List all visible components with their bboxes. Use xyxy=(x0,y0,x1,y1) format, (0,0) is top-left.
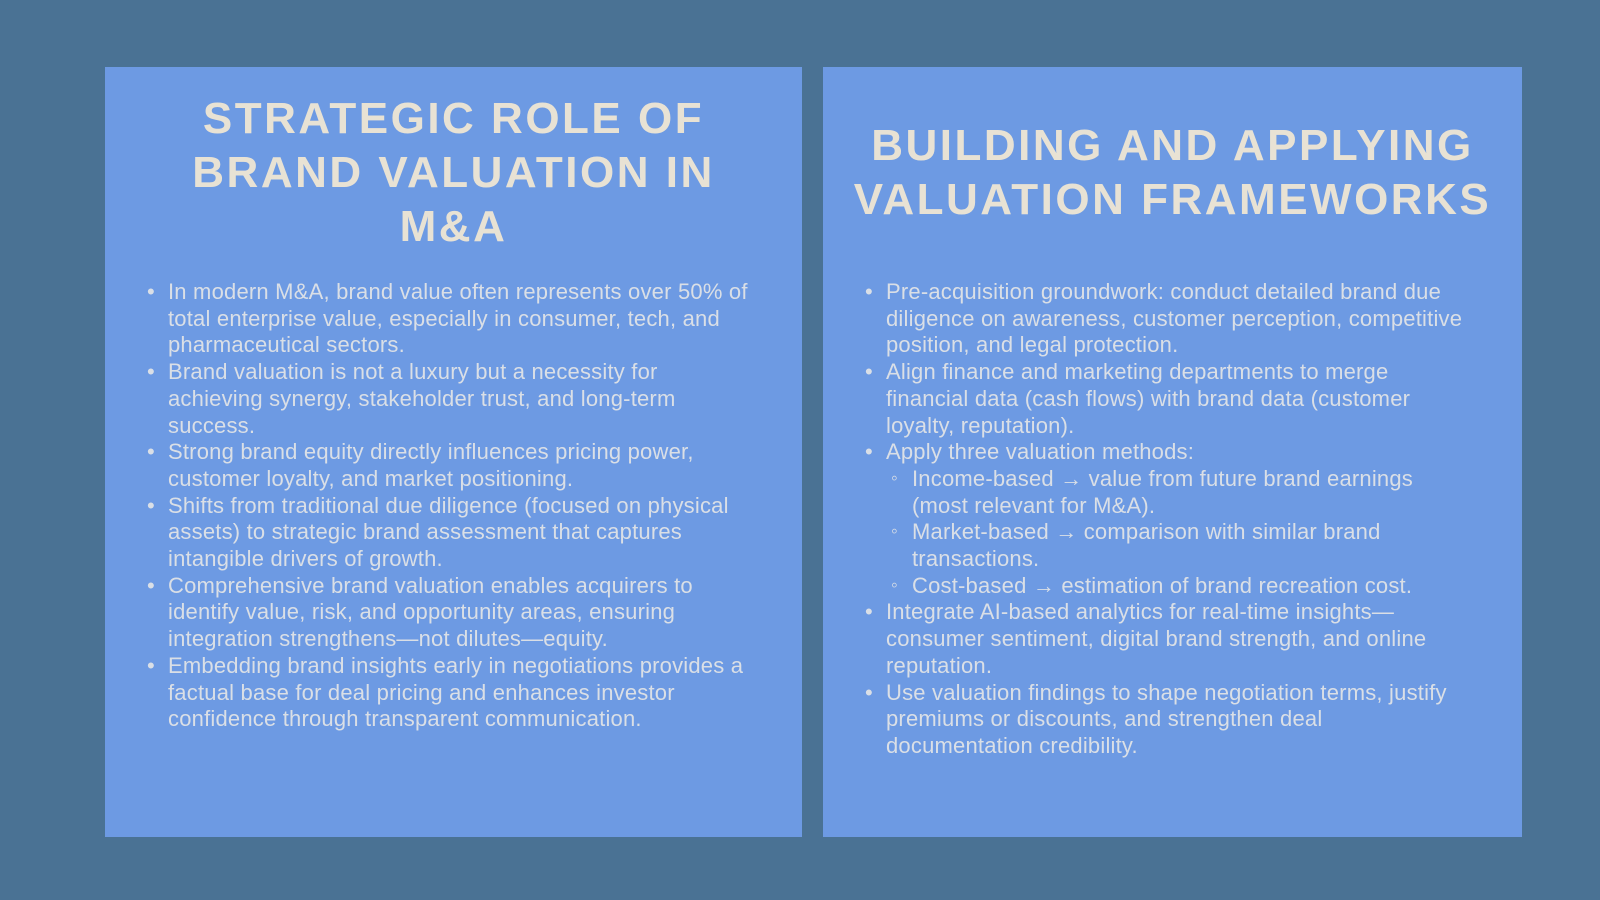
title-line: STRATEGIC ROLE OF xyxy=(202,94,705,143)
bullet-dot-icon: • xyxy=(865,439,873,465)
bullet-text: Pre-acquisition groundwork: conduct detailed brand due diligence on awareness, customer perception, competitive position, and legal protection. xyxy=(886,279,1463,358)
bullet-text: Income-based → value from future brand earnings (most relevant for M&A). xyxy=(912,465,1413,518)
sub-bullet-circle-icon: ◦ xyxy=(891,574,898,596)
bullet-text: Shifts from traditional due diligence (focused on physical assets) to strategic brand assessment that captures intangible drivers of growth. xyxy=(168,492,729,572)
bullet-list xyxy=(105,279,802,733)
bullet-item xyxy=(147,493,754,573)
bullet-text: Comprehensive brand valuation enables acquirers to identify value, risk, and opportunity areas, ensuring integration strengthens—not dilutes—equity. xyxy=(168,572,693,652)
bullet-dot-icon: • xyxy=(865,359,873,385)
bullet-text: In modern M&A, brand value often represents over 50% of total enterprise value, especially in consumer, tech, and pharmaceutical sectors. xyxy=(168,279,748,358)
bullet-text: Strong brand equity directly influences pricing power, customer loyalty, and market positioning. xyxy=(168,439,694,491)
bullet-text: Embedding brand insights early in negotiations provides a factual base for deal pricing and enhances investor confidence through transparent communication. xyxy=(168,652,744,732)
bullet-text: Market-based → comparison with similar brand transactions. xyxy=(912,519,1381,572)
panel-strategic-role xyxy=(105,67,802,837)
bullet-dot-icon: • xyxy=(147,652,155,678)
bullet-text: Cost-based → estimation of brand recreation cost. xyxy=(912,572,1413,598)
bullet-item xyxy=(865,680,1474,760)
bullet-dot-icon: • xyxy=(865,679,873,705)
title-line: BUILDING AND APPLYING xyxy=(871,121,1474,170)
sub-bullet-item xyxy=(891,466,1474,519)
sub-bullet-item xyxy=(891,519,1474,572)
panel-title xyxy=(854,119,1491,227)
bullet-item xyxy=(147,439,754,492)
panel-title-area xyxy=(105,67,802,279)
sub-bullet-circle-icon: ◦ xyxy=(891,521,898,543)
bullet-item xyxy=(147,573,754,653)
bullet-item xyxy=(865,359,1474,439)
bullet-dot-icon: • xyxy=(865,279,873,304)
bullet-dot-icon: • xyxy=(865,599,873,625)
bullet-text: Brand valuation is not a luxury but a necessity for achieving synergy, stakeholder trust, and long-term success. xyxy=(168,359,676,438)
bullet-dot-icon: • xyxy=(147,492,155,518)
bullet-item xyxy=(865,439,1474,466)
bullet-dot-icon: • xyxy=(147,439,155,465)
panel-title-area xyxy=(823,67,1522,279)
bullet-list xyxy=(823,279,1522,760)
bullet-dot-icon: • xyxy=(147,279,155,304)
bullet-item xyxy=(147,653,754,733)
bullet-text: Apply three valuation methods: xyxy=(886,439,1195,465)
panel-valuation-frameworks xyxy=(823,67,1522,837)
sub-bullet-circle-icon: ◦ xyxy=(891,467,898,489)
bullet-dot-icon: • xyxy=(147,572,155,598)
panel-title xyxy=(192,92,714,254)
title-line: VALUATION FRAMEWORKS xyxy=(853,175,1492,224)
bullet-item xyxy=(147,279,754,359)
sub-bullet-item xyxy=(891,573,1474,600)
title-line: M&A xyxy=(399,202,508,251)
bullet-text: Use valuation findings to shape negotiation terms, justify premiums or discounts, and strengthen deal documentation credibility. xyxy=(886,679,1447,758)
bullet-item xyxy=(147,359,754,439)
bullet-item xyxy=(865,599,1474,679)
bullet-text: Align finance and marketing departments to merge financial data (cash flows) with brand data (customer loyalty, reputation). xyxy=(886,359,1411,438)
bullet-text: Integrate AI-based analytics for real-time insights—consumer sentiment, digital brand strength, and online reputation. xyxy=(886,599,1427,678)
bullet-dot-icon: • xyxy=(147,359,155,385)
bullet-item xyxy=(865,279,1474,359)
title-line: BRAND VALUATION IN xyxy=(192,148,715,197)
